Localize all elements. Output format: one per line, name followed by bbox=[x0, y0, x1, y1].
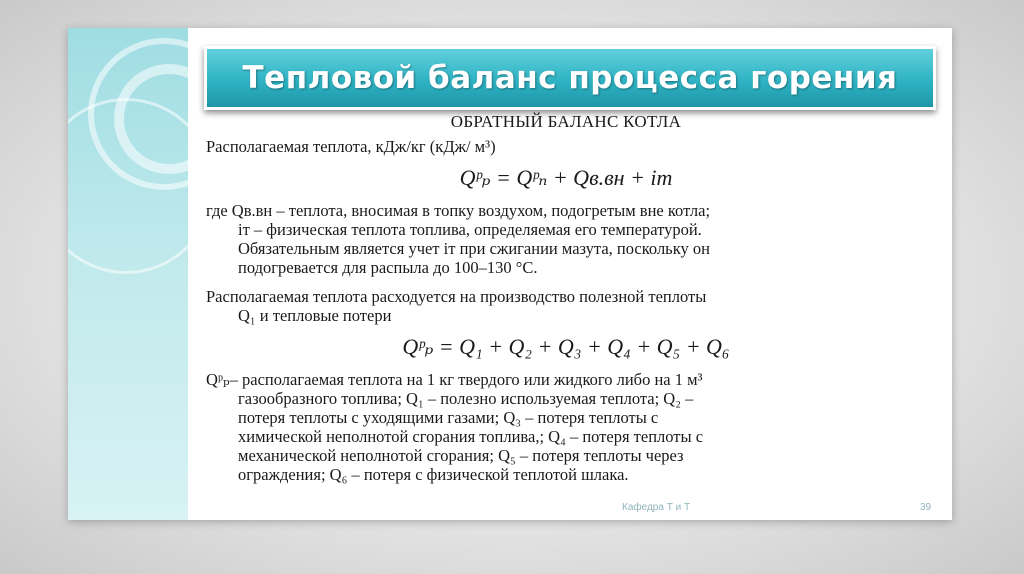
section-heading: ОБРАТНЫЙ БАЛАНС КОТЛА bbox=[450, 112, 682, 131]
legend-line-2: газообразного топлива; Q₁ – полезно используемая теплота; Q₂ – bbox=[238, 389, 694, 408]
where-line-2: iт – физическая теплота топлива, определяемая его температурой. bbox=[238, 220, 702, 239]
where-line-1: где Qв.вн – теплота, вносимая в топку воздухом, подогретым вне котла; bbox=[206, 201, 711, 220]
formula-heat-balance: Qᵖₚ = Q₁ + Q₂ + Q₃ + Q₄ + Q₅ + Q₆ bbox=[402, 334, 730, 359]
available-heat-line: Располагаемая теплота, кДж/кг (кДж/ м³) bbox=[206, 137, 496, 156]
spent-line-1: Располагаемая теплота расходуется на производство полезной теплоты bbox=[206, 287, 707, 306]
formula-available-heat: Qᵖₚ = Qᵖₙ + Qв.вн + iт bbox=[459, 165, 673, 190]
legend-line-5: механической неполнотой сгорания; Q₅ – потеря теплоты через bbox=[238, 446, 684, 465]
legend-line-4: химической неполнотой сгорания топлива,; Q₄ – потеря теплоты с bbox=[238, 427, 704, 446]
footer-department: Кафедра Т и Т bbox=[622, 502, 691, 513]
legend-line-1: Qᵖₚ– располагаемая теплота на 1 кг твердого или жидкого либо на 1 м³ bbox=[206, 370, 703, 389]
where-line-4: подогревается для распыла до 100–130 °С. bbox=[238, 258, 538, 277]
spent-line-2: Q₁ и тепловые потери bbox=[238, 306, 392, 325]
slide-content bbox=[206, 106, 926, 484]
slide-title: Тепловой баланс процесса горения bbox=[204, 46, 936, 110]
legend-line-3: потеря теплоты с уходящими газами; Q₃ – потеря теплоты с bbox=[238, 408, 659, 427]
slide bbox=[68, 28, 952, 520]
legend-line-6: ограждения; Q₆ – потеря с физической теплотой шлака. bbox=[238, 465, 629, 484]
page-number: 39 bbox=[920, 502, 932, 513]
where-line-3: Обязательным является учет iт при сжигании мазута, поскольку он bbox=[238, 239, 710, 258]
